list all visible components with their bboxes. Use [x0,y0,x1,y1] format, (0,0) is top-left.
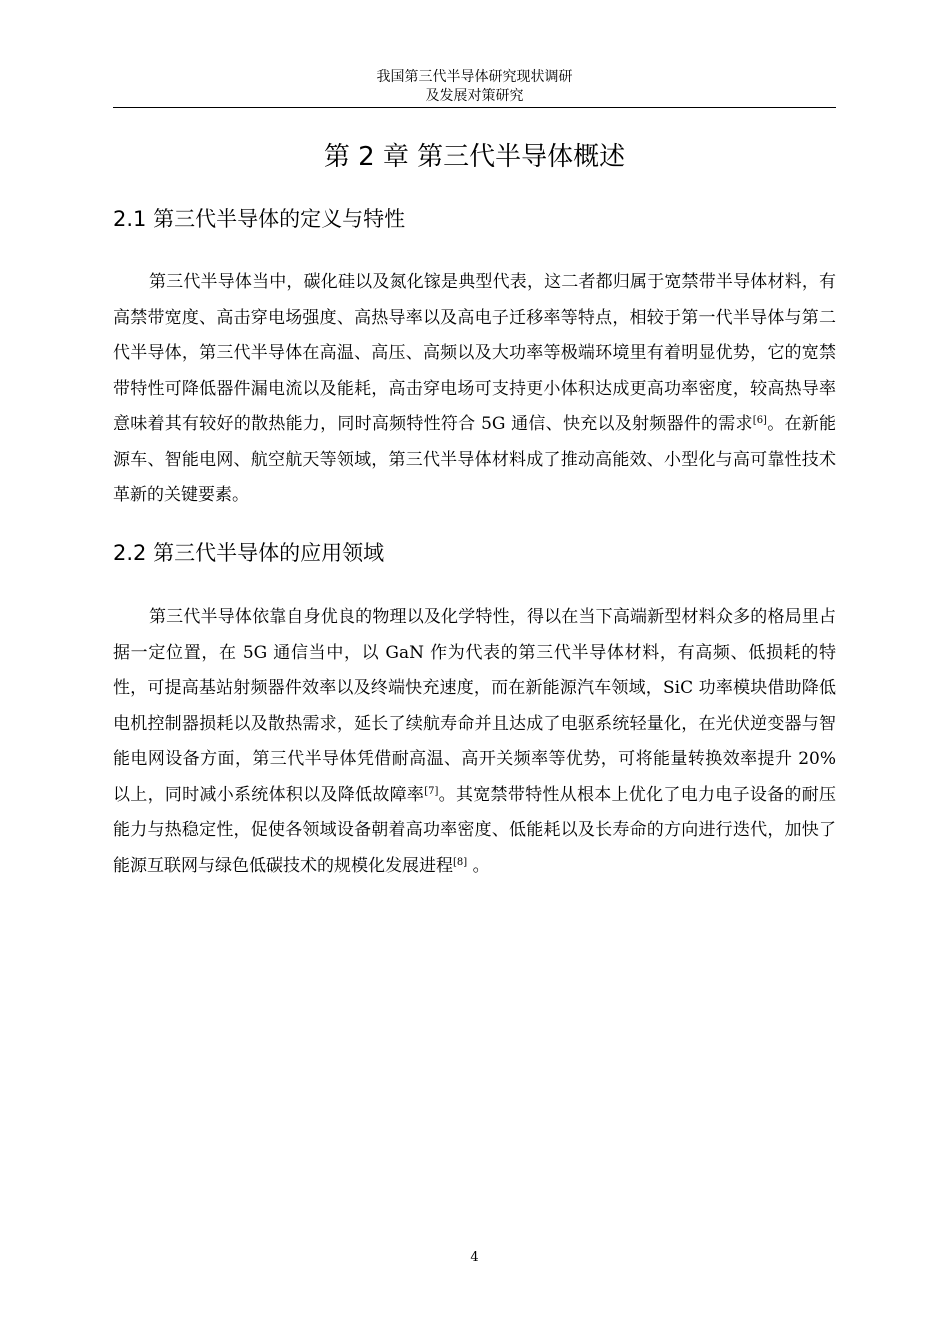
paragraph-text: 。其宽禁带特性从根本上优化了电力电子设备的耐压能力与热稳定性，促使各领域设备朝着高功率密度、低能耗以及长寿命的方向进行迭代，加快了能源互联网与绿色低碳技术的规模化发展进程 [113,784,837,876]
section-2-1-paragraph [113,265,836,514]
citation-ref: [7] [424,785,439,797]
page-number: 4 [470,1250,479,1265]
section-heading-2-1: 2.1 第三代半导体的定义与特性 [113,207,406,231]
paragraph-text: 第三代半导体当中，碳化硅以及氮化镓是典型代表，这二者都归属于宽禁带半导体材料，有高禁带宽度、高击穿电场强度、高热导率以及高电子迁移率等特点，相较于第一代半导体与第二代半导体，第三代半导体在高温、高压、高频以及大功率等极端环境里有着明显优势，它的宽禁带特性可降低器件漏电流以及能耗，高击穿电场可支持更小体积达成更高功率密度，较高热导率意味着其有较好的散热能力，同时高频特性符合 5G 通信、快充以及射频器件的需求 [113,272,836,434]
header-divider [113,107,836,108]
running-header [113,68,836,106]
section-heading-2-2: 2.2 第三代半导体的应用领域 [113,541,385,565]
chapter-title: 第 2 章 第三代半导体概述 [323,142,626,172]
citation-ref: [6] [752,415,767,426]
paragraph-text: 。在新能源车、智能电网、航空航天等领域，第三代半导体材料成了推动高能效、小型化与高可靠性技术革新的关键要素。 [113,414,837,505]
header-line-2: 及发展对策研究 [425,88,524,104]
paragraph-text: 。 [467,855,490,876]
citation-ref: [8] [453,856,468,868]
header-line-1: 我国第三代半导体研究现状调研 [376,69,573,85]
section-2-2-paragraph [113,600,836,884]
paragraph-text: 第三代半导体依靠自身优良的物理以及化学特性，得以在当下高端新型材料众多的格局里占据一定位置，在 5G 通信当中，以 GaN 作为代表的第三代半导体材料，有高频、低损耗的特性，可提高基站射频器件效率以及终端快充速度，而在新能源汽车领域，SiC 功率模块借助降低电机控制器损耗以及散热需求，延长了续航寿命并且达成了电驱系统轻量化，在光伏逆变器与智能电网设备方面，第三代半导体凭借耐高温、高开关频率等优势，可将能量转换效率提升 20%以上，同时减小系统体积以及降低故障率 [113,607,836,805]
